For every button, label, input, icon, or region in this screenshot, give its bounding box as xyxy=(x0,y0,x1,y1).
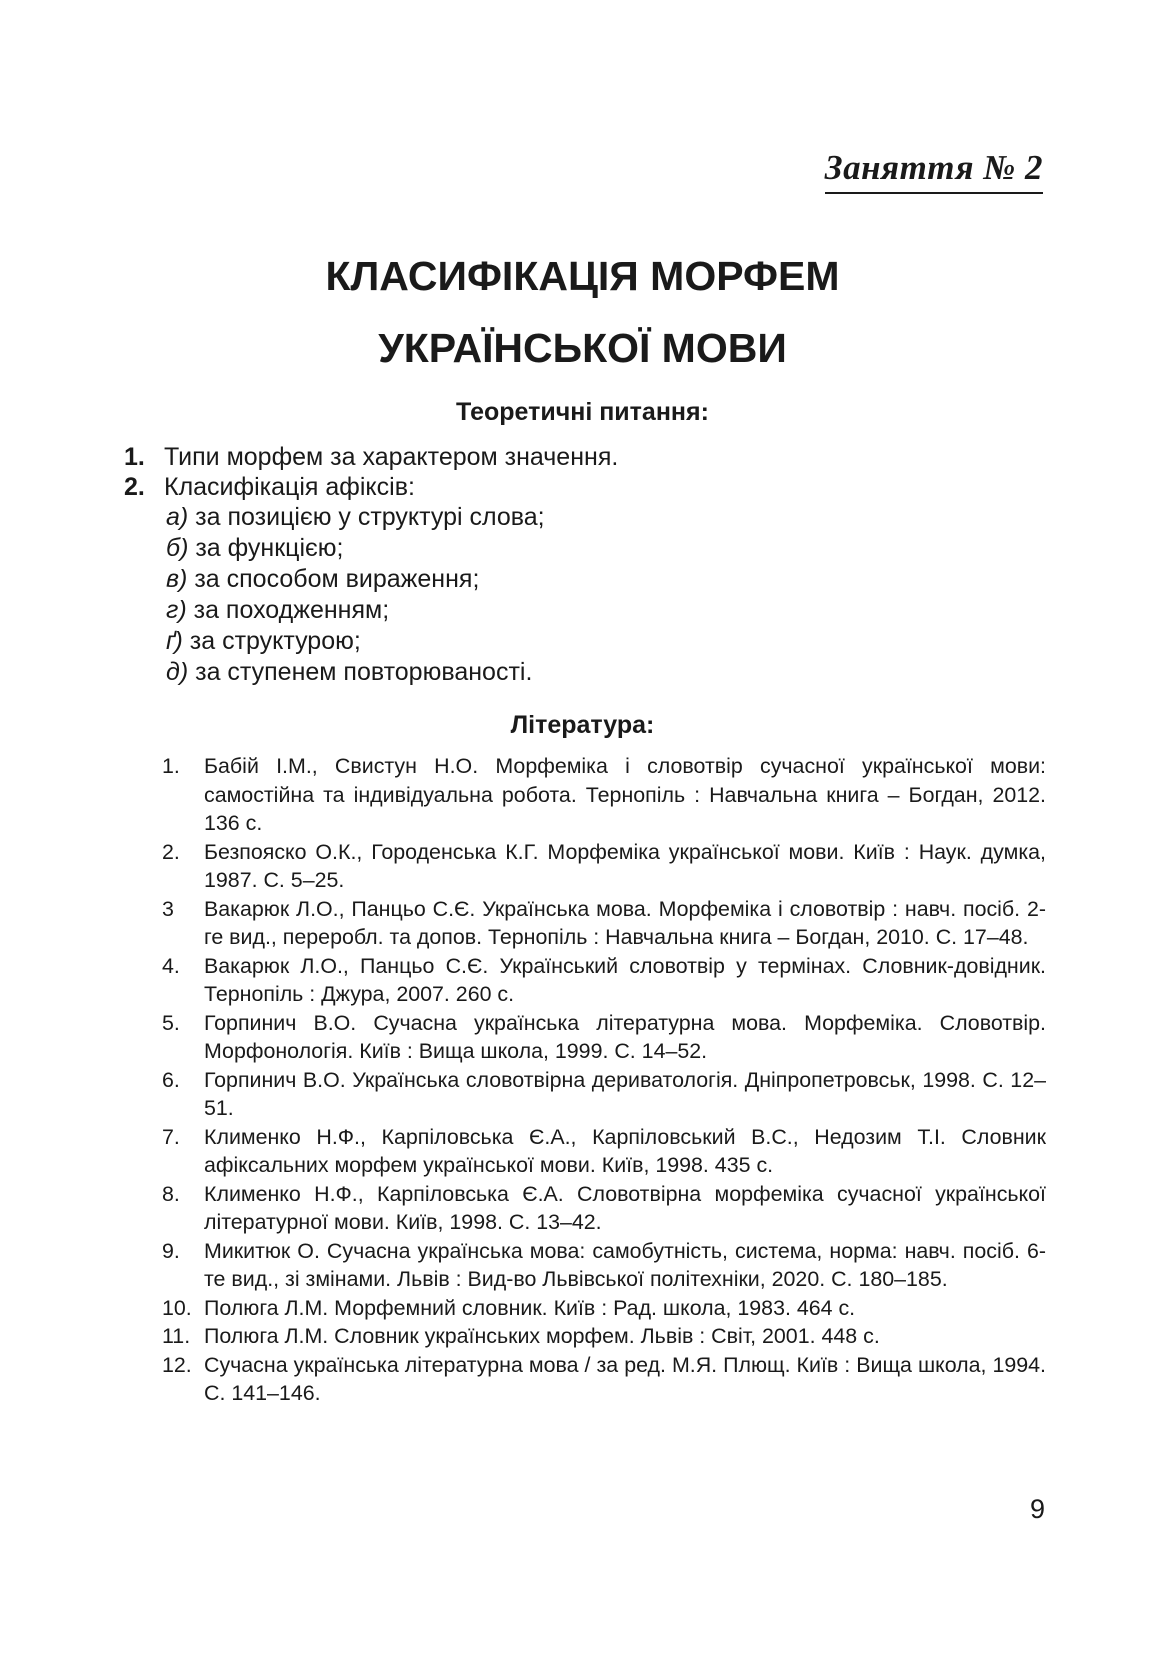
subitem-text: за способом вираження; xyxy=(187,565,480,593)
subitem-letter: г) xyxy=(166,596,187,624)
reference-text: Клименко Н.Ф., Карпіловська Є.А. Словотвірна морфеміка сучасної української літературної мови. Київ, 1998. С. 13–42. xyxy=(204,1181,1046,1234)
reference-text: Микитюк О. Сучасна українська мова: самобутність, система, норма: навч. посіб. 6-те вид., зі змінами. Львів : Вид-во Львівської політехніки, 2020. С. 180–185. xyxy=(204,1238,1046,1291)
subitem xyxy=(124,657,1044,688)
question-item xyxy=(124,442,1044,472)
reference-text: Вакарюк Л.О., Панцьо С.Є. Українська мова. Морфеміка і словотвір : навч. посіб. 2-ге вид., переробл. та допов. Тернопіль : Навчальна книга – Богдан, 2010. С. 17–48. xyxy=(204,896,1046,949)
reference-text: Горпинич В.О. Сучасна українська літературна мова. Морфеміка. Словотвір. Морфонологія. Київ : Вища школа, 1999. С. 14–52. xyxy=(204,1010,1046,1063)
reference-number: 5. xyxy=(162,1010,180,1035)
reference-text: Клименко Н.Ф., Карпіловська Є.А., Карпіловський В.С., Недозим Т.І. Словник афіксальних морфем української мови. Київ, 1998. 435 с. xyxy=(204,1124,1046,1177)
question-number: 2. xyxy=(124,473,145,501)
reference-item xyxy=(162,1237,1046,1294)
subitem xyxy=(124,533,1044,564)
question-number: 1. xyxy=(124,443,145,471)
subitem-text: за походженням; xyxy=(186,596,390,624)
theory-heading: Теоретичні питання: xyxy=(456,398,709,426)
reference-number: 12. xyxy=(162,1352,192,1377)
reference-item xyxy=(162,1351,1046,1408)
reference-number: 2. xyxy=(162,839,180,864)
question-item xyxy=(124,472,1044,502)
subitem-text: за функцією; xyxy=(188,534,344,562)
subitem-letter: в) xyxy=(166,565,188,593)
reference-item xyxy=(162,752,1046,838)
subitem xyxy=(124,502,1044,533)
reference-number: 10. xyxy=(162,1295,192,1320)
reference-text: Сучасна українська літературна мова / за ред. М.Я. Плющ. Київ : Вища школа, 1994. С. 141–146. xyxy=(204,1352,1046,1405)
reference-text: Полюга Л.М. Морфемний словник. Київ : Рад. школа, 1983. 464 с. xyxy=(204,1295,856,1320)
reference-number: 11. xyxy=(162,1324,191,1348)
subitem xyxy=(124,595,1044,626)
subitem-letter: б) xyxy=(166,534,189,562)
title-line-1: КЛАСИФІКАЦІЯ МОРФЕМ xyxy=(325,253,840,299)
reference-number: 9. xyxy=(162,1238,180,1263)
subitem-letter: ґ) xyxy=(166,627,183,655)
reference-item xyxy=(162,1123,1046,1180)
reference-item xyxy=(162,1322,1046,1351)
subitem-text: за структурою; xyxy=(182,627,361,655)
subitem xyxy=(124,626,1044,657)
reference-text: Горпинич В.О. Українська словотвірна дериватологія. Дніпропетровськ, 1998. С. 12–51. xyxy=(204,1067,1046,1120)
reference-text: Полюга Л.М. Словник українських морфем. Львів : Світ, 2001. 448 с. xyxy=(204,1324,880,1348)
page-number: 9 xyxy=(1029,1494,1045,1524)
lesson-label: Заняття № 2 xyxy=(825,148,1043,194)
subitem-letter: д) xyxy=(166,658,189,686)
question-text: Класифікація афіксів: xyxy=(164,473,415,501)
subitem-text: за позицією у структурі слова; xyxy=(188,503,545,531)
reference-item xyxy=(162,838,1046,895)
title-line-2: УКРАЇНСЬКОЇ МОВИ xyxy=(378,325,787,371)
reference-list xyxy=(162,752,1046,1408)
literature-heading: Література: xyxy=(510,711,655,739)
reference-number: 3 xyxy=(162,896,174,921)
reference-text: Безпояско О.К., Городенська К.Г. Морфеміка української мови. Київ : Наук. думка, 1987. С. 5–25. xyxy=(204,839,1046,892)
subitem-text: за ступенем повторюваності. xyxy=(188,658,533,686)
reference-item xyxy=(162,895,1046,952)
subitem-letter: а) xyxy=(166,503,189,531)
reference-item xyxy=(162,1294,1046,1323)
reference-number: 8. xyxy=(162,1181,180,1206)
reference-text: Вакарюк Л.О., Панцьо С.Є. Український словотвір у термінах. Словник-довідник. Тернопіль : Джура, 2007. 260 с. xyxy=(204,953,1046,1006)
subitem xyxy=(124,564,1044,595)
reference-item xyxy=(162,952,1046,1009)
reference-item xyxy=(162,1066,1046,1123)
question-text: Типи морфем за характером значення. xyxy=(164,443,619,471)
reference-number: 7. xyxy=(162,1124,180,1149)
theory-questions xyxy=(124,442,1044,688)
reference-item xyxy=(162,1009,1046,1066)
reference-number: 1. xyxy=(162,754,180,778)
reference-item xyxy=(162,1180,1046,1237)
reference-number: 6. xyxy=(162,1067,180,1092)
reference-number: 4. xyxy=(162,953,180,978)
reference-text: Бабій І.М., Свистун Н.О. Морфеміка і словотвір сучасної української мови: самостійна та індивідуальна робота. Тернопіль : Навчальна книга – Богдан, 2012. 136 с. xyxy=(204,754,1046,835)
page-title xyxy=(0,240,1165,384)
